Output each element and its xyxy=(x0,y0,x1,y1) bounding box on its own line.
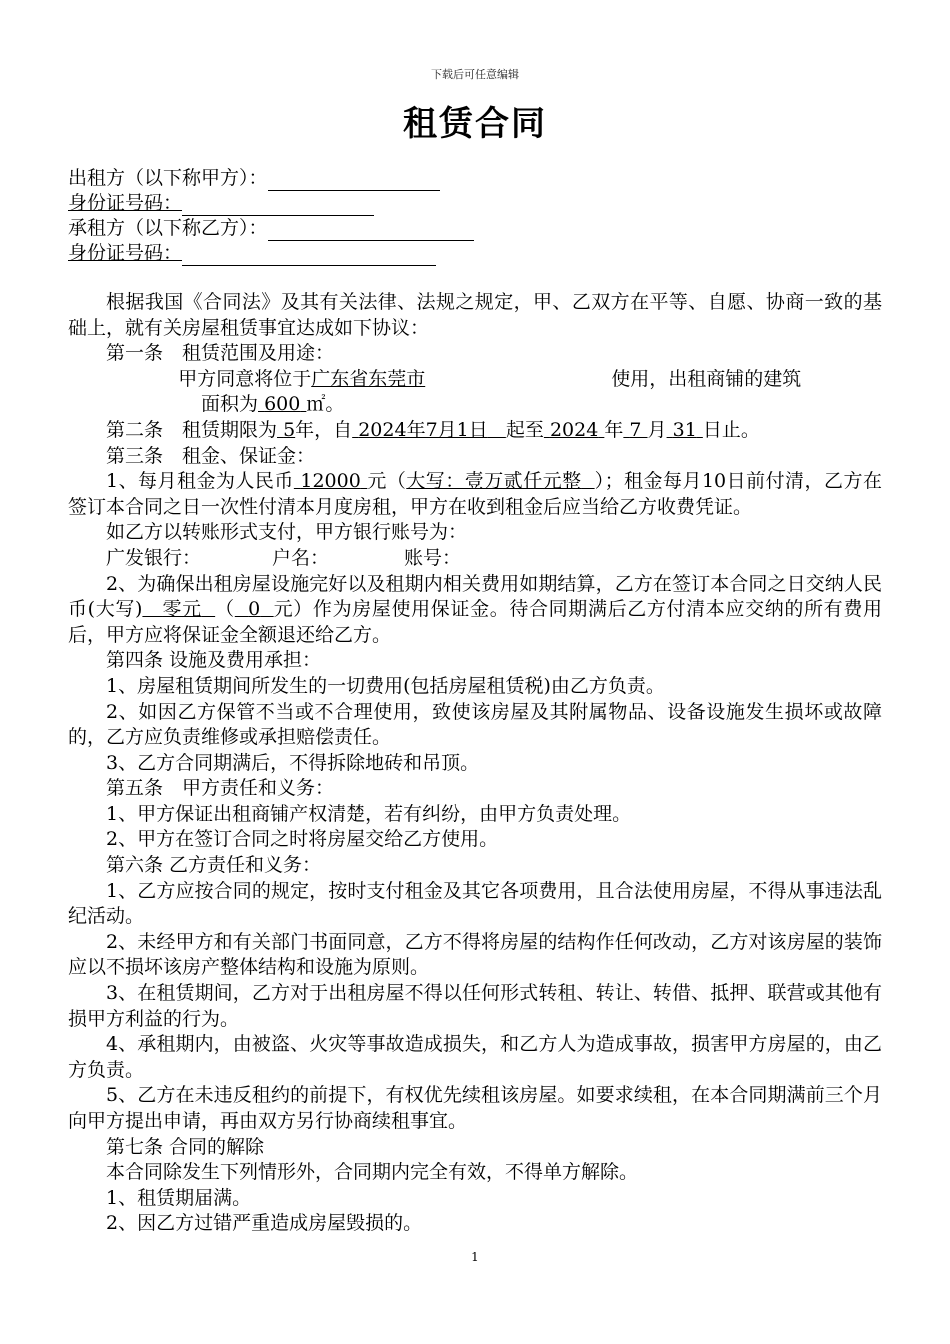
year-char: 年 xyxy=(604,418,624,441)
article-6-item: 3、在租赁期间，乙方对于出租房屋不得以任何形式转租、转让、转借、抵押、联营或其他有损甲方利益的行为。 xyxy=(68,982,882,1030)
account-name-label: 户名： xyxy=(272,546,330,569)
lessee-name-blank[interactable] xyxy=(268,219,474,241)
article-4-item: 2、如因乙方保管不当或不合理使用，致使该房屋及其附属物品、设备设施发生损坏或故障的，乙方应负责维修或承担赔偿责任。 xyxy=(68,700,882,749)
article-5-item: 2、甲方在签订合同之时将房屋交给乙方使用。 xyxy=(106,828,499,851)
end-day xyxy=(667,419,703,441)
contract-body xyxy=(68,290,882,1237)
deposit-caps-text: 零元 xyxy=(162,598,202,621)
article-6-item: 4、承租期内，由被盗、火灾等事故造成损失，和乙方人为造成事故，损害甲方房屋的，由乙方负责。 xyxy=(68,1033,882,1081)
lessee-id-blank[interactable] xyxy=(182,244,436,266)
article-5-item: 1、甲方保证出租商铺产权清楚，若有纠纷，由甲方负责处理。 xyxy=(106,802,632,825)
transfer-line: 如乙方以转账形式支付，甲方银行账号为： xyxy=(106,521,468,544)
article-7-intro: 本合同除发生下列情形外，合同期内完全有效，不得单方解除。 xyxy=(106,1161,639,1184)
lessee-id-label: 身份证号码： xyxy=(68,242,183,264)
article-1-line-2 xyxy=(68,392,882,418)
article-7-item: 1、租赁期届满。 xyxy=(106,1186,252,1209)
lessor-label: 出租方（以下称甲方）： xyxy=(68,167,268,189)
article-6-item: 2、未经甲方和有关部门书面同意，乙方不得将房屋的结构作任何改动，乙方对该房屋的装饰应以不损坏该房产整体结构和设施为原则。 xyxy=(68,930,882,979)
area-value xyxy=(258,393,306,415)
art2-mid1: 年，自 xyxy=(295,418,353,441)
deposit-post: 元）作为房屋使用保证金。待合同期满后乙方付清本应交纳的所有费用后，甲方应将保证金全额退还给乙方。 xyxy=(68,598,882,646)
article-1-heading: 第一条 租赁范围及用途： xyxy=(106,342,335,365)
end-year xyxy=(544,419,604,441)
article-4-item: 3、乙方合同期满后，不得拆除地砖和吊顶。 xyxy=(106,751,480,774)
lessee-id-line xyxy=(68,241,888,266)
area-unit: ㎡。 xyxy=(306,393,345,416)
area-label: 面积为 xyxy=(201,393,259,416)
art1-pre: 甲方同意将位于 xyxy=(178,367,312,390)
rent-caps-text: 大写：壹万贰仟元整 xyxy=(406,470,582,493)
location-value xyxy=(311,368,611,390)
lessee-line xyxy=(68,216,888,241)
article-5-heading: 第五条 甲方责任和义务： xyxy=(106,777,335,800)
bank-label: 广发银行： xyxy=(106,546,202,569)
lessor-id-blank[interactable] xyxy=(182,194,374,216)
deposit-pre: 2、为确保出租房屋设施完好以及租期内相关费用如期结算，乙方在签订本合同之日交纳人民币(大写) xyxy=(68,572,882,621)
rent-post: ）；租金每月10日前付清，乙方在签订本合同之日一次性付清本月度房租，甲方在收到租金后应当给乙方收费凭证。 xyxy=(68,470,882,518)
deposit-mid: （ xyxy=(215,598,235,621)
term-years xyxy=(277,419,295,441)
rent-pre: 1、每月租金为人民币 xyxy=(106,470,294,493)
end-day-text: 31 xyxy=(672,418,697,441)
end-month xyxy=(623,419,647,441)
deposit-number: 0 xyxy=(248,598,261,621)
header-note: 下载后可任意编辑 xyxy=(431,68,519,81)
lessor-name-blank[interactable] xyxy=(268,169,440,191)
bank-line xyxy=(68,546,882,572)
article-2 xyxy=(68,418,882,444)
rent-amount xyxy=(294,470,367,492)
start-date-text: 2024年7月1日 xyxy=(358,418,488,441)
end-year-text: 2024 xyxy=(549,418,599,441)
term-years-number: 5 xyxy=(283,418,296,441)
rent-caps xyxy=(406,470,594,492)
art2-pre: 第二条 租赁期限为 xyxy=(106,418,278,441)
deposit-paragraph xyxy=(68,572,882,649)
lessor-id-line xyxy=(68,191,888,216)
article-6-item: 5、乙方在未违反租约的前提下，有权优先续租该房屋。如要求续租，在本合同期满前三个月向甲方提出申请，再由双方另行协商续租事宜。 xyxy=(68,1084,882,1132)
parties-block xyxy=(68,166,888,266)
article-4-item: 1、房屋租赁期间所发生的一切费用(包括房屋租赁税)由乙方负责。 xyxy=(106,674,665,697)
start-date xyxy=(352,419,506,441)
account-no-label: 账号： xyxy=(404,546,462,569)
rent-mid: 元（ xyxy=(367,470,407,493)
area-number: 600 xyxy=(264,393,301,416)
intro-paragraph: 根据我国《合同法》及其有关法律、法规之规定，甲、乙双方在平等、自愿、协商一致的基础上，就有关房屋租赁事宜达成如下协议： xyxy=(68,291,882,339)
article-1-line-1 xyxy=(68,367,882,393)
article-3-heading: 第三条 租金、保证金： xyxy=(106,444,316,467)
day-char: 日止。 xyxy=(702,418,760,441)
page-title: 租赁合同 xyxy=(403,104,547,144)
page-number: 1 xyxy=(471,1250,479,1264)
deposit-caps xyxy=(142,598,215,620)
lessor-id-label: 身份证号码： xyxy=(68,192,183,214)
rent-number: 12000 xyxy=(300,470,361,493)
article-7-heading: 第七条 合同的解除 xyxy=(106,1135,265,1158)
article-6-heading: 第六条 乙方责任和义务： xyxy=(106,854,322,877)
art1-post: 使用，出租商铺的建筑 xyxy=(611,367,802,390)
article-7-item: 2、因乙方过错严重造成房屋毁损的。 xyxy=(106,1212,423,1235)
article-4-heading: 第四条 设施及费用承担： xyxy=(106,649,322,672)
article-6-item: 1、乙方应按合同的规定，按时支付租金及其它各项费用，且合法使用房屋，不得从事违法乱纪活动。 xyxy=(68,879,882,928)
month-char: 月 xyxy=(647,418,667,441)
lessor-line xyxy=(68,166,888,191)
rent-paragraph xyxy=(68,469,882,520)
end-month-text: 7 xyxy=(629,418,642,441)
deposit-amount xyxy=(235,598,274,620)
lessee-label: 承租方（以下称乙方）： xyxy=(68,217,268,239)
location-text: 广东省东莞市 xyxy=(311,367,426,390)
art2-mid2: 起至 xyxy=(505,418,544,441)
